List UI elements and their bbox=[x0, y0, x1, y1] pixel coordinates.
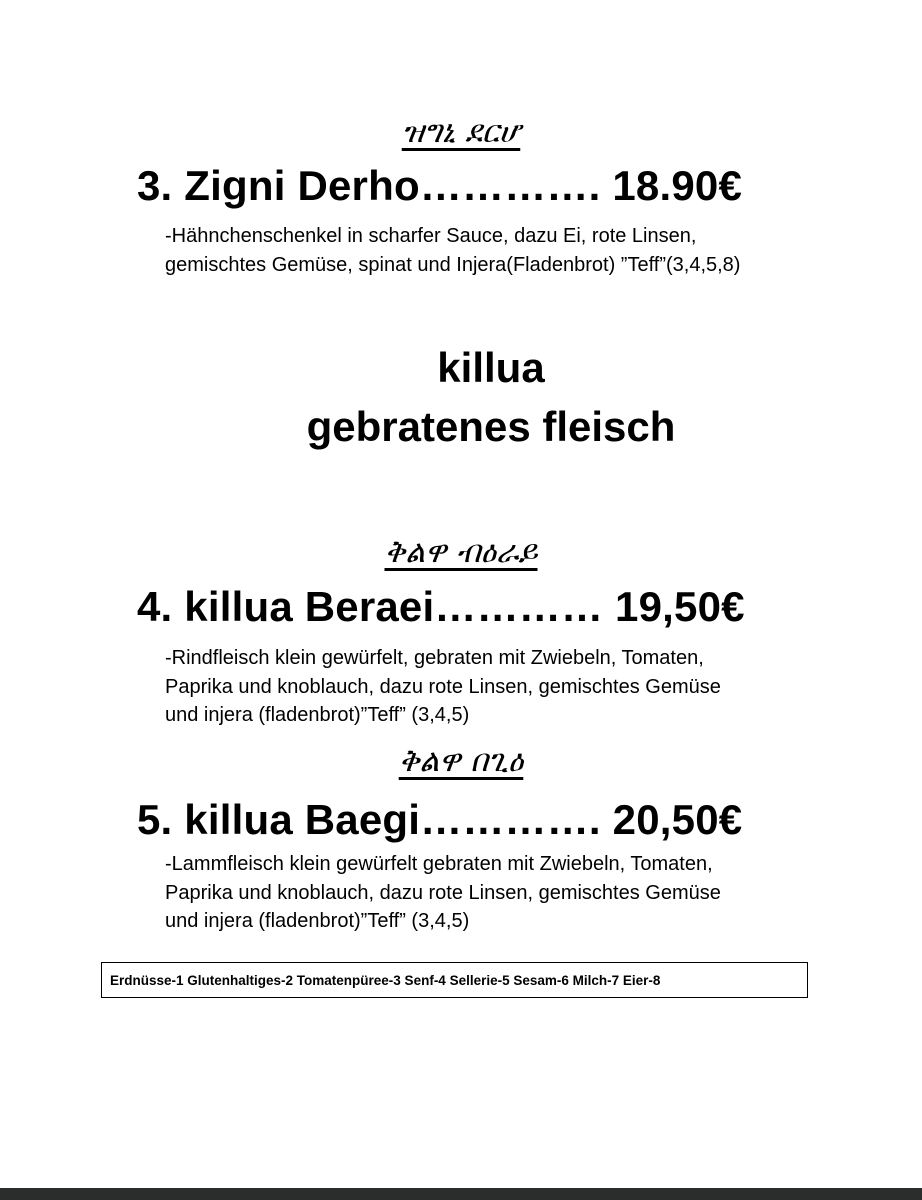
dish-description-killua-beraei: -Rindfleisch klein gewürfelt, gebraten mit Zwiebeln, Tomaten, Paprika und knoblauch, dazu rote Linsen, gemischtes Gemüse und injera (fladenbrot)”Teff” (3,4,5) bbox=[165, 647, 721, 726]
amharic-title-killua-beraei: ቅልዋ ብዕራይ bbox=[384, 534, 538, 570]
dish-title-killua-beraei: 4. killua Beraei………… 19,50€ bbox=[137, 583, 745, 630]
bottom-bar bbox=[0, 1188, 922, 1200]
amharic-title-killua-baegi: ቅልዋ በጊዕ bbox=[398, 743, 524, 779]
dish-title-killua-baegi: 5. killua Baegi…………. 20,50€ bbox=[137, 796, 743, 843]
allergen-legend: Erdnüsse-1 Glutenhaltiges-2 Tomatenpüree-3 Senf-4 Sellerie-5 Sesam-6 Milch-7 Eier-8 bbox=[101, 962, 808, 998]
dish-title-zigni-derho: 3. Zigni Derho…………. 18.90€ bbox=[137, 162, 743, 209]
section-subtitle-gebratenes-fleisch: gebratenes fleisch bbox=[306, 403, 676, 450]
amharic-title-zigni-derho: ዝግኒ ደርሆ bbox=[401, 114, 521, 150]
section-title-killua: killua bbox=[437, 344, 545, 391]
dish-description-zigni-derho: -Hähnchenschenkel in scharfer Sauce, dazu Ei, rote Linsen, gemischtes Gemüse, spinat und Injera(Fladenbrot) ”Teff”(3,4,5,8) bbox=[165, 225, 741, 276]
dish-description-killua-baegi: -Lammfleisch klein gewürfelt gebraten mit Zwiebeln, Tomaten, Paprika und knoblauch, dazu rote Linsen, gemischtes Gemüse und injera (fladenbrot)”Teff” (3,4,5) bbox=[165, 853, 721, 932]
